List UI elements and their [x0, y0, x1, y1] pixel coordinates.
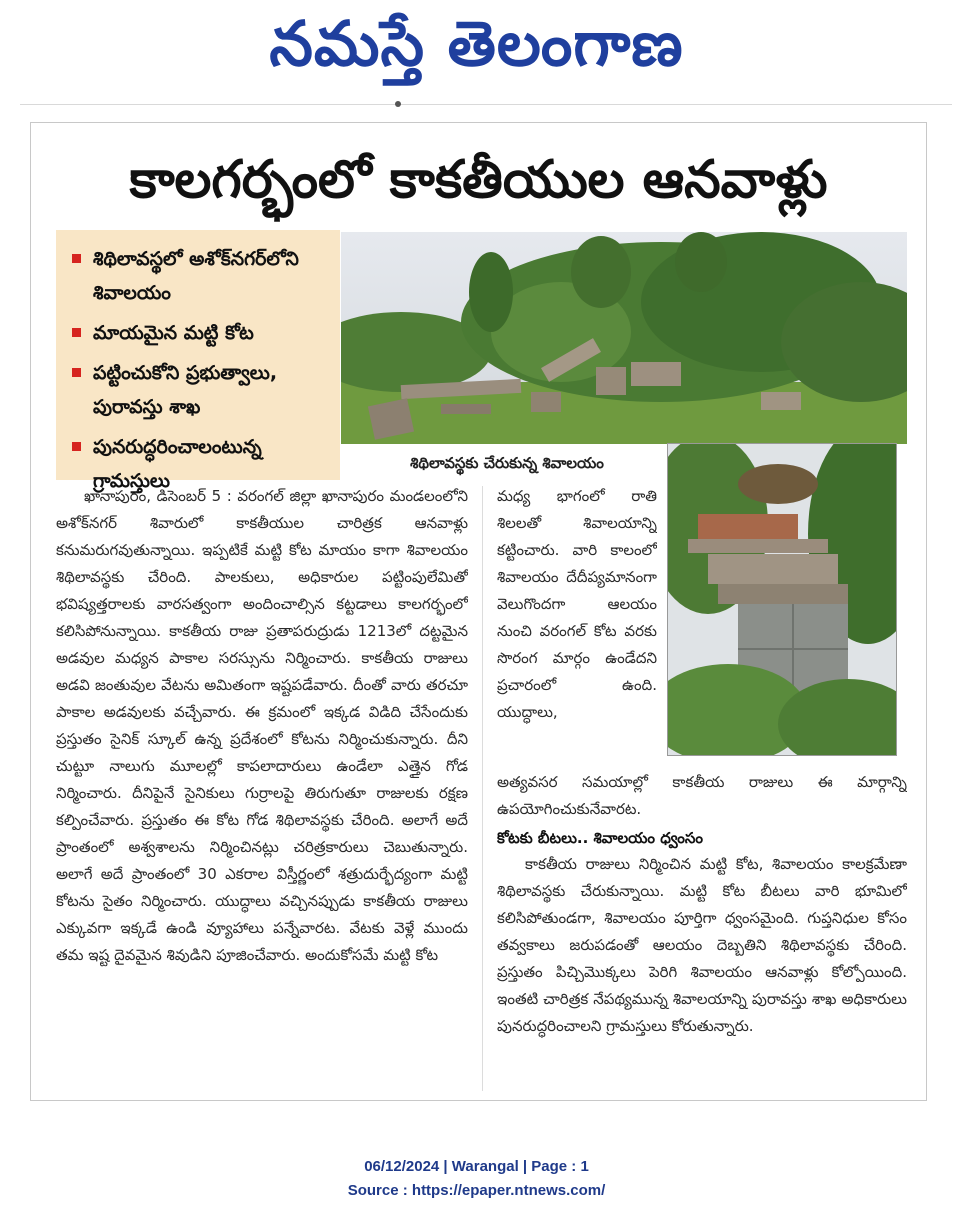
footer-date-line: 06/12/2024 | Warangal | Page : 1: [364, 1158, 589, 1175]
masthead: [0, 0, 953, 90]
highlight-text: శిథిలావస్థలో అశోక్‌నగర్‌లోని శివాలయం: [93, 248, 299, 304]
headline: కాలగర్భంలో కాకతీయుల ఆనవాళ్లు: [129, 150, 828, 210]
article-right-column-bottom: [497, 851, 907, 1091]
article-subhead: కోటకు బీటలు.. శివాలయం ధ్వంసం: [497, 829, 704, 847]
article-mid-column: మధ్య భాగంలో రాతి శిలలతో శివాలయాన్ని కట్టించారు. వారి కాలంలో శివాలయం దేదీప్యమానంగా వెలుగొందగా ఆలయం నుంచి వరంగల్ కోట వరకు సొరంగ మార్గం ఉండేదని ప్రచారంలో ఉంది. యుద్ధాలు,: [497, 487, 657, 721]
bullet-square-icon: [72, 328, 81, 337]
highlight-text: పునరుద్ధరించాలంటున్న గ్రామస్తులు: [93, 436, 262, 492]
bullet-square-icon: [72, 368, 81, 377]
ruins-photo-image: [341, 232, 907, 444]
photo-caption: శిథిలావస్థకు చేరుకున్న శివాలయం: [410, 454, 604, 472]
masthead-dot: [395, 101, 401, 107]
temple-photo: [667, 443, 897, 756]
masthead-title: నమస్తే తెలంగాణ: [269, 7, 684, 80]
temple-photo-image: [668, 444, 897, 756]
highlight-item: [72, 242, 328, 310]
article-left-text: ఖానాపురం, డిసెంబర్ 5 : వరంగల్ జిల్లా ఖానాపురం మండలంలోని అశోక్‌నగర్ శివారులో కాకతీయుల చారిత్రక ఆనవాళ్లు కనుమరుగవుతున్నాయి. ఇప్పటికే మట్టి కోట మాయం కాగా శివాలయం శిథిలావస్థకు చేరింది. పాలకులు, అధికారుల పట్టింపులేమితో భవిష్యత్తరాలకు వారసత్వంగా అందించాల్సిన కట్టడాలు కాలగర్భంలో కలిసిపోనున్నాయి. కాకతీయ రాజు ప్రతాపరుద్రుడు 1213లో దట్టమైన అడవుల మధ్యన పాకాల సరస్సును నిర్మించారు. కాకతీయ రాజులు అడవి జంతువుల వేటను అమితంగా ఇష్టపడేవారు. దీంతో వారు తరచూ పాకాల అడవులకు వచ్చేవారు. ఈ క్రమంలో ఇక్కడ విడిది చేసేందుకు ప్రస్తుతం సైనిక్ స్కూల్ ఉన్న ప్రదేశంలో కోటను నిర్మించుకున్నారు. దీని చుట్టూ నాలుగు మూలల్లో కాపలాదారులు ఉండేలా ఎత్తైన గోడ నిర్మించారు. దీనిపైనే సైనికులు గుర్రాలపై తిరుగుతూ రాజులకు రక్షణ కల్పించేవారు. ప్రస్తుతం ఈ కోట గోడ శిథిలావస్థకు చేరింది. అలాగే అదే ప్రాంతంలో అశ్వశాలను నిర్మించినట్లు చరిత్రకారులు చెబుతున్నారు. అలాగే అదే ప్రాంతంలో 30 ఎకరాల విస్తీర్ణంలో శత్రుదుర్భేద్యంగా మట్టి కోటను సైతం నిర్మించారు. యుద్ధాలు వచ్చినప్పుడు కాకతీయ రాజులు ఎక్కువగా ఇక్కడే ఉండి వ్యూహాలు పన్నేవారట. వేటకు వెళ్లే ముందు తమ ఇష్ట దైవమైన శివుడిని పూజించేవారు. అందుకోసమే మట్టి కోట: [56, 487, 468, 964]
footer-source-line: Source : https://epaper.ntnews.com/: [347, 1182, 606, 1199]
masthead-rule: [20, 104, 952, 105]
article-left-column: [56, 483, 468, 1093]
ruins-photo: [341, 232, 907, 444]
bullet-square-icon: [72, 442, 81, 451]
highlight-item: [72, 356, 328, 424]
article-right-text: కాకతీయ రాజులు నిర్మించిన మట్టి కోట, శివాలయం కాలక్రమేణా శిథిలావస్థకు చేరుకున్నాయి. మట్టి కోట బీటలు వారి భూమిలో కలిసిపోతుండగా, శివాలయం పూర్తిగా ధ్వంసమైంది. గుప్తనిధుల కోసం తవ్వకాలు జరుపడంతో ఆలయం దెబ్బతిని శిథిలావస్థకు చేరింది. ప్రస్తుతం పిచ్చిమొక్కలు పెరిగి శివాలయం ఆనవాళ్లు కోల్పోయింది. ఇంతటి చారిత్రక నేపథ్యమున్న శివాలయాన్ని పురావస్తు శాఖ అధికారులు పునరుద్ధరించాలని గ్రామస్తులు కోరుతున్నారు.: [497, 855, 907, 1035]
highlight-text: పట్టించుకోని ప్రభుత్వాలు, పురావస్తు శాఖ: [93, 362, 278, 418]
article-right-column-top: అత్యవసర సమయాల్లో కాకతీయ రాజులు ఈ మార్గాన్ని ఉపయోగించుకునేవారట.: [497, 773, 907, 818]
column-divider: [482, 486, 483, 1091]
highlight-item: [72, 316, 328, 350]
bullet-square-icon: [72, 254, 81, 263]
highlight-text: మాయమైన మట్టి కోట: [93, 322, 254, 344]
highlights-box: [56, 230, 340, 492]
